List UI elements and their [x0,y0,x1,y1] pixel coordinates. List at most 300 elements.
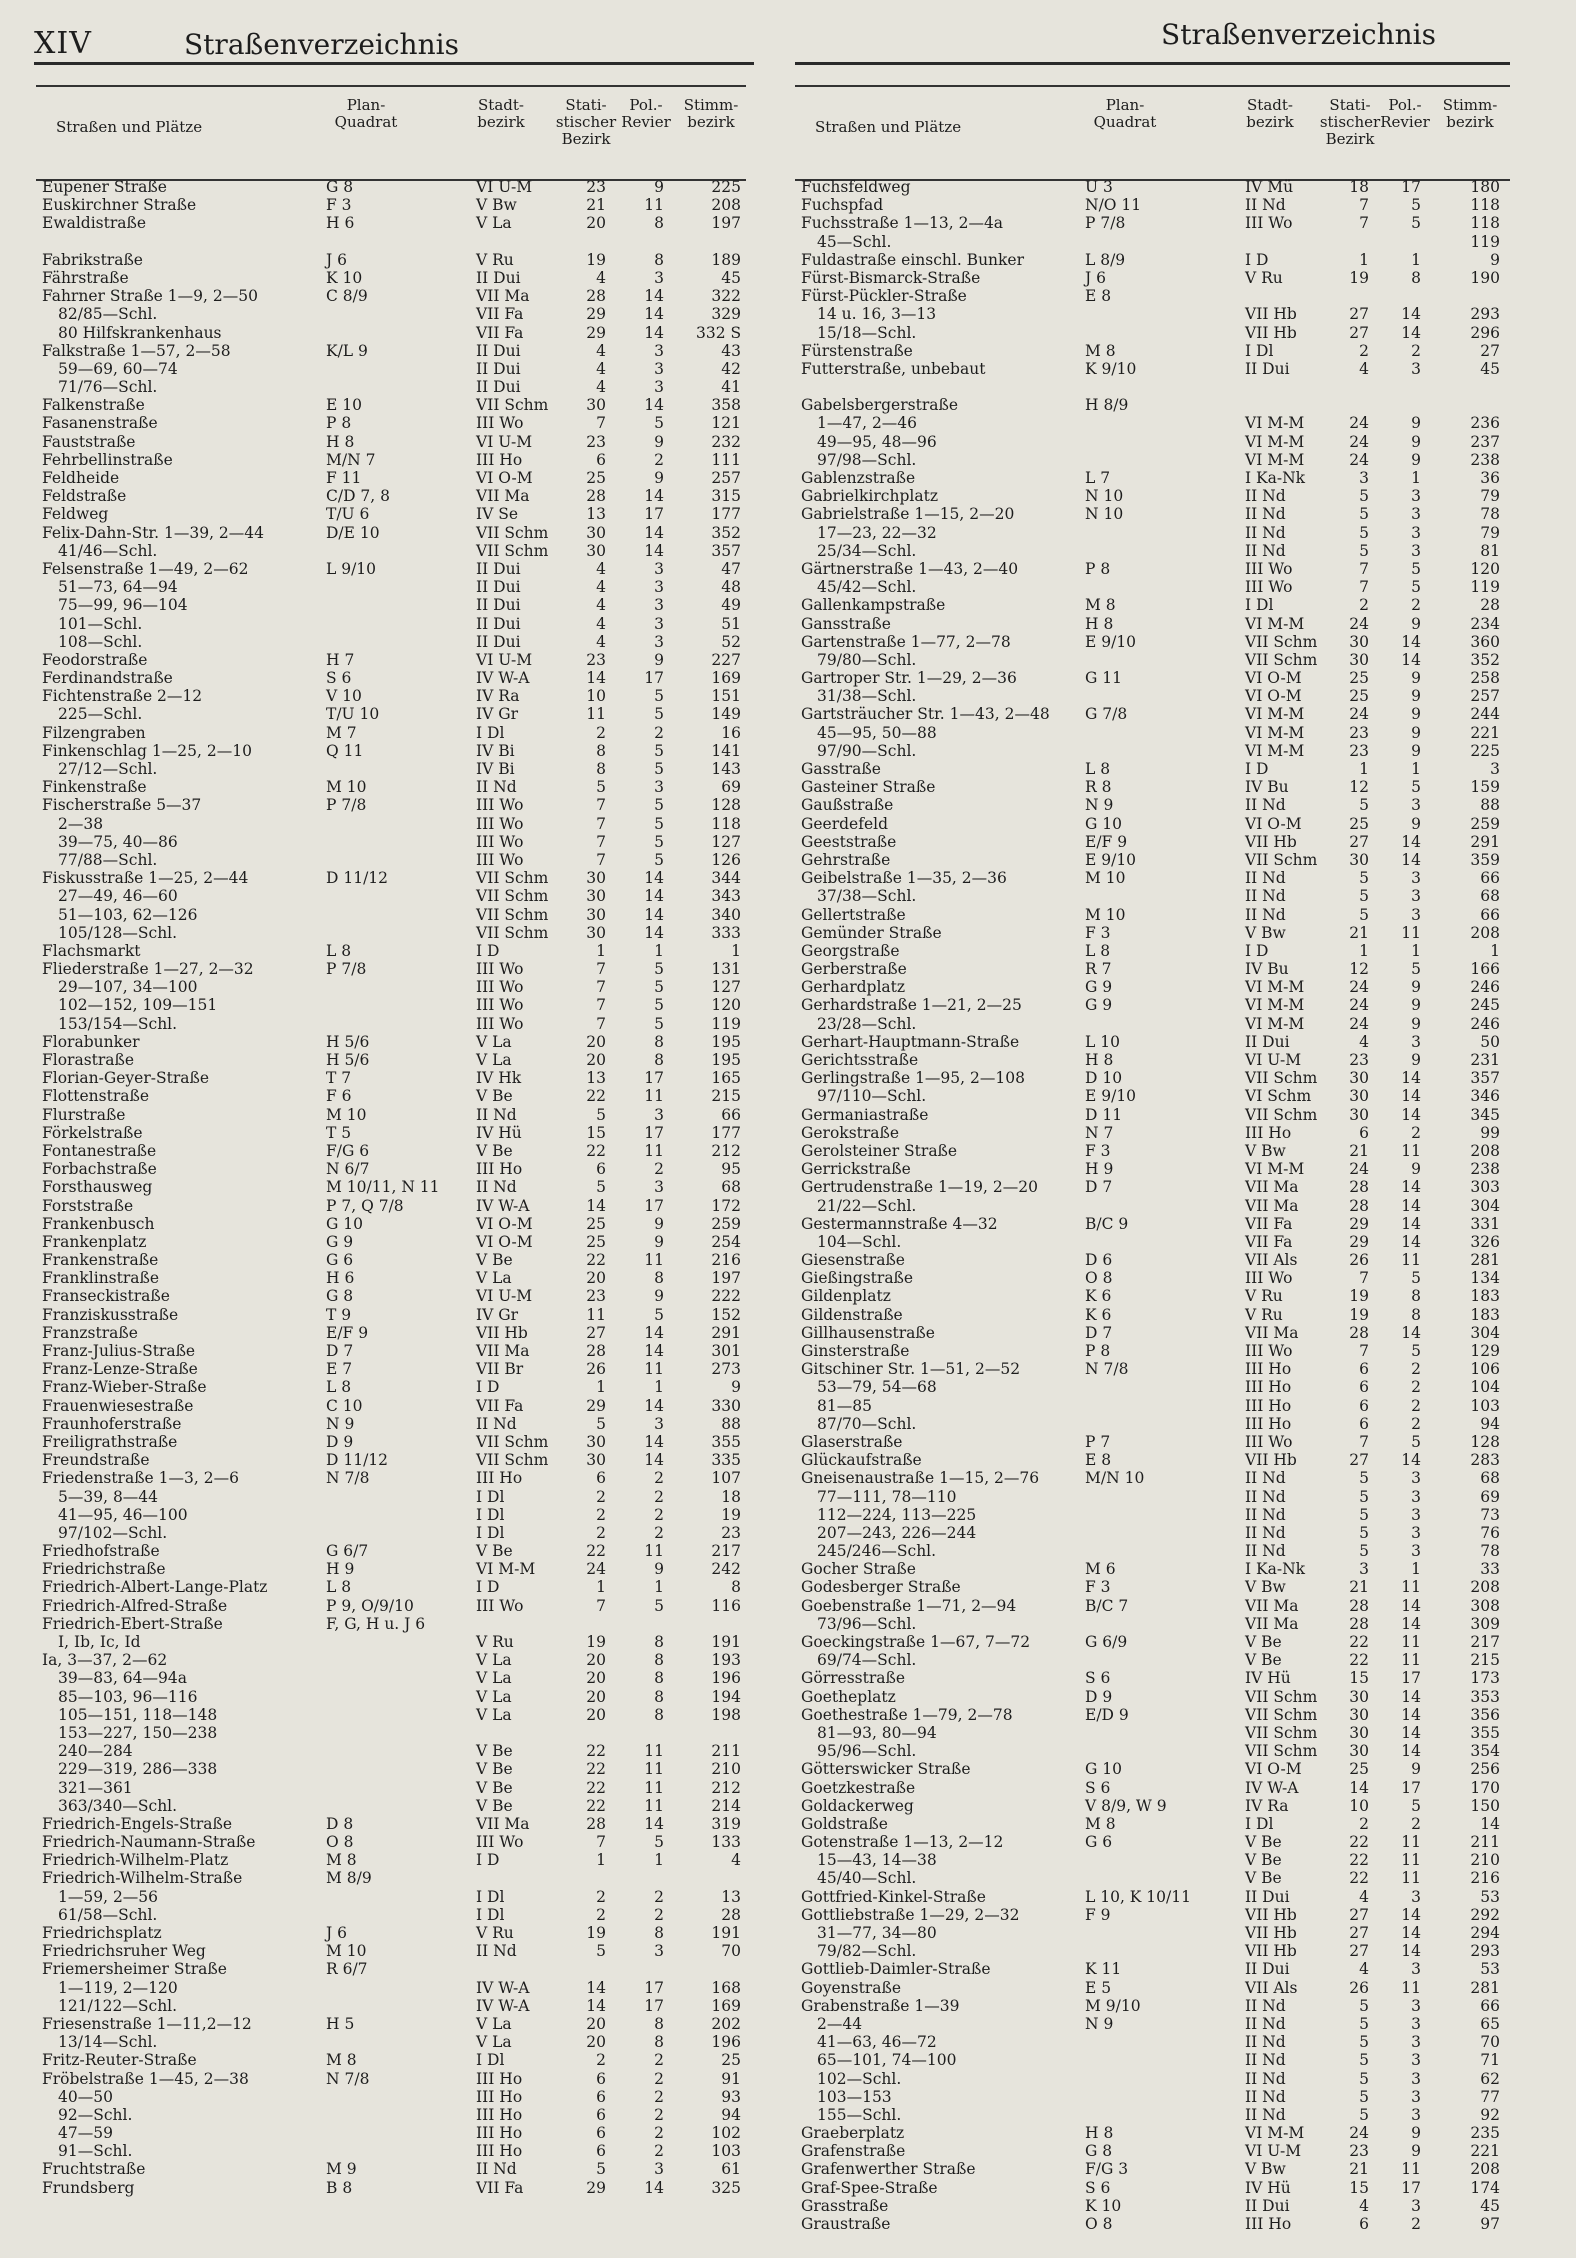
pol-revier: 9 [1411,2124,1421,2143]
stat-bezirk: 20 [586,1651,606,1670]
pol-revier: 5 [654,814,664,833]
stat-bezirk: 5 [1359,2033,1369,2052]
street-name: Frundsberg [42,2178,135,2197]
pol-revier: 14 [644,1342,664,1360]
pol-revier: 2 [1411,1414,1421,1433]
stadtbezirk: VI O-M [1245,669,1302,688]
stadtbezirk: II Nd [476,778,517,797]
table-row [795,1251,1510,1269]
stimmbezirk: 197 [711,214,741,233]
street-name: 321—361 [58,1778,133,1797]
pol-revier: 14 [644,396,664,415]
pol-revier: 8 [654,2014,664,2033]
plan-quadrat: P 7/8 [326,960,367,979]
table-row [36,1433,746,1451]
street-name: 41—63, 46—72 [817,2033,937,2052]
stimmbezirk: 93 [721,2087,741,2106]
plan-quadrat: F 3 [326,196,352,215]
stimmbezirk: 345 [1470,1105,1500,1124]
stimmbezirk: 216 [1470,1869,1500,1888]
stat-bezirk: 8 [596,741,606,760]
table-row [36,796,746,814]
stat-bezirk: 7 [596,414,606,433]
pol-revier: 9 [1411,996,1421,1015]
stadtbezirk: VI M-M [1245,414,1305,433]
stimmbezirk: 16 [721,723,741,742]
stat-bezirk: 24 [1349,1160,1369,1179]
pol-revier: 2 [1411,2215,1421,2233]
street-name: Graf-Spee-Straße [801,2178,938,2197]
table-row [795,560,1510,578]
stat-bezirk: 27 [1349,305,1369,324]
table-row [795,1979,1510,1997]
col-header-plan: Plan- Quadrat [334,96,398,131]
pol-revier: 11 [1401,1578,1421,1597]
stimmbezirk: 99 [1480,1123,1500,1142]
stadtbezirk: IV Bi [476,760,515,778]
col-header-stat-right: Stati- stischer Bezirk [1319,96,1381,148]
stadtbezirk: III Wo [1245,1269,1293,1288]
table-row [36,851,746,869]
stadtbezirk: VI U-M [1245,2142,1302,2161]
pol-revier: 8 [1411,1305,1421,1324]
plan-quadrat: P 8 [1085,1342,1111,1360]
street-name: 13/14—Schl. [58,2033,158,2052]
table-row [795,724,1510,742]
pol-revier: 9 [1411,1760,1421,1779]
stimmbezirk: 354 [1470,1742,1500,1761]
stimmbezirk: 45 [1480,2196,1500,2215]
street-name: 153/154—Schl. [58,1014,178,1033]
street-name: Finkenschlag 1—25, 2—10 [42,741,252,760]
street-name: Filzengraben [42,723,146,742]
pol-revier: 3 [1411,1505,1421,1524]
stimmbezirk: 335 [711,1451,741,1470]
street-name: Fuchsfeldweg [801,178,911,196]
stadtbezirk: VII Schm [476,887,549,906]
stat-bezirk: 27 [1349,1924,1369,1942]
stimmbezirk: 42 [721,359,741,378]
street-name: Franziskusstraße [42,1305,179,1324]
street-name: Ia, 3—37, 2—62 [42,1651,168,1670]
stimmbezirk: 359 [1470,850,1500,869]
table-row [36,1269,746,1287]
stat-bezirk: 1 [1359,941,1369,960]
stadtbezirk: VII Ma [476,1342,530,1360]
stadtbezirk: II Nd [1245,2069,1286,2088]
pol-revier: 14 [1401,1705,1421,1724]
table-row [795,1542,1510,1560]
pol-revier: 8 [654,1924,664,1942]
table-row [36,887,746,905]
stat-bezirk: 14 [586,669,606,688]
table-row [795,815,1510,833]
stat-bezirk: 10 [586,687,606,706]
stimmbezirk: 172 [711,1196,741,1215]
stat-bezirk: 4 [596,596,606,615]
street-name: Frankenstraße [42,1251,159,1270]
table-row [795,414,1510,432]
stimmbezirk: 3 [1490,760,1500,778]
stat-bezirk: 28 [1349,1596,1369,1615]
street-name: 105/128—Schl. [58,923,178,942]
stadtbezirk: VII Schm [476,541,549,560]
stat-bezirk: 30 [586,541,606,560]
plan-quadrat: G 10 [1085,814,1123,833]
stat-bezirk: 7 [596,796,606,815]
stat-bezirk: 5 [1359,887,1369,906]
table-row [795,1960,1510,1978]
stat-bezirk: 10 [1349,1796,1369,1815]
stadtbezirk: I Ka-Nk [1245,469,1306,487]
table-row [795,1706,1510,1724]
stimmbezirk: 238 [1470,450,1500,469]
stimmbezirk: 45 [721,268,741,287]
street-name: 45/40—Schl. [817,1869,917,1888]
table-row [795,1342,1510,1360]
street-name: Gertrudenstraße 1—19, 2—20 [801,1178,1038,1197]
stimmbezirk: 222 [711,1287,741,1306]
table-row [36,524,746,542]
table-row [795,2015,1510,2033]
stat-bezirk: 18 [1349,178,1369,196]
stat-bezirk: 12 [1349,778,1369,797]
pol-revier: 9 [1411,614,1421,633]
stat-bezirk: 30 [586,869,606,888]
table-row [36,978,746,996]
table-row [795,1633,1510,1651]
stadtbezirk: II Nd [1245,1523,1286,1542]
stadtbezirk: VI M-M [1245,723,1305,742]
street-name: Friedrich-Ebert-Straße [42,1614,223,1633]
pol-revier: 5 [654,741,664,760]
street-name: Gasstraße [801,760,881,778]
plan-quadrat: E 8 [1085,1451,1112,1470]
street-name: Ewaldistraße [42,214,147,233]
table-row [36,1760,746,1778]
stimmbezirk: 319 [711,1814,741,1833]
plan-quadrat: N 9 [326,1414,355,1433]
table-row [36,1233,746,1251]
pol-revier: 2 [654,2087,664,2106]
stadtbezirk: VI M-M [1245,996,1305,1015]
street-name: Fürst-Bismarck-Straße [801,268,981,287]
stadtbezirk: V Be [1245,1633,1282,1651]
table-row [36,287,746,305]
stimmbezirk: 308 [1470,1596,1500,1615]
table-row [36,2124,746,2142]
pol-revier: 14 [1401,832,1421,851]
pol-revier: 5 [654,1305,664,1324]
street-name: Gabrielkirchplatz [801,487,938,506]
stat-bezirk: 22 [1349,1651,1369,1670]
table-row [795,651,1510,669]
stadtbezirk: V Be [476,1796,513,1815]
stadtbezirk: VI U-M [476,1287,533,1306]
table-row [36,1706,746,1724]
table-row [36,705,746,723]
pol-revier: 1 [1411,469,1421,487]
table-row [795,1851,1510,1869]
street-name: Feldweg [42,505,109,524]
street-name: Gießingstraße [801,1269,914,1288]
table-row [795,2033,1510,2051]
stat-bezirk: 5 [1359,1469,1369,1488]
stimmbezirk: 189 [711,250,741,269]
street-name: Gartsträucher Str. 1—43, 2—48 [801,705,1050,724]
street-name: Friedrich-Naumann-Straße [42,1833,256,1852]
table-row [36,669,746,687]
stat-bezirk: 28 [586,487,606,506]
street-name: Friedhofstraße [42,1542,160,1561]
stadtbezirk: III Wo [476,414,524,433]
stimmbezirk: 227 [711,650,741,669]
street-name: Georgstraße [801,941,900,960]
street-name: 14 u. 16, 3—13 [817,305,937,324]
table-row [36,2051,746,2069]
stat-bezirk: 1 [596,1378,606,1397]
stat-bezirk: 4 [596,341,606,360]
table-row [795,1215,1510,1233]
table-row [36,1979,746,1997]
table-row [795,1178,1510,1196]
table-row [795,1779,1510,1797]
stimmbezirk: 23 [721,1523,741,1542]
table-row [795,851,1510,869]
pol-revier: 14 [644,523,664,542]
street-name: Friedrichsplatz [42,1924,162,1942]
stat-bezirk: 15 [1349,1669,1369,1688]
street-name: 240—284 [58,1742,133,1761]
stimmbezirk: 211 [1470,1833,1500,1852]
table-row [36,578,746,596]
stimmbezirk: 70 [1480,2033,1500,2052]
table-row [36,1597,746,1615]
table-row [36,1142,746,1160]
table-row [795,196,1510,214]
stat-bezirk: 4 [1359,1887,1369,1906]
stadtbezirk: I D [476,1378,500,1397]
stadtbezirk: VII Als [1245,1978,1298,1997]
street-name: 21/22—Schl. [817,1196,917,1215]
street-name: 69/74—Schl. [817,1651,917,1670]
stadtbezirk: VII Schm [1245,1723,1318,1742]
pol-revier: 5 [654,705,664,724]
stadtbezirk: V Be [476,1141,513,1160]
plan-quadrat: L 10, K 10/11 [1085,1887,1191,1906]
pol-revier: 11 [1401,1833,1421,1852]
pol-revier: 17 [1401,2178,1421,2197]
stadtbezirk: V La [476,1705,512,1724]
stadtbezirk: III Wo [476,850,524,869]
pol-revier: 9 [1411,723,1421,742]
street-name: Fürstenstraße [801,341,913,360]
stadtbezirk: VI U-M [476,650,533,669]
table-row [795,1906,1510,1924]
table-row [36,815,746,833]
stat-bezirk: 6 [1359,2215,1369,2233]
plan-quadrat: N 10 [1085,487,1124,506]
stat-bezirk: 2 [1359,341,1369,360]
stimmbezirk: 78 [1480,1542,1500,1561]
stadtbezirk: III Ho [476,2105,523,2124]
table-row [36,633,746,651]
plan-quadrat: E 9/10 [1085,850,1137,869]
table-row [36,1197,746,1215]
pol-revier: 3 [654,359,664,378]
stat-bezirk: 30 [586,923,606,942]
table-row [795,251,1510,269]
stat-bezirk: 6 [596,2142,606,2161]
plan-quadrat: K/L 9 [326,341,368,360]
table-row [795,324,1510,342]
stat-bezirk: 14 [586,1996,606,2015]
plan-quadrat: F 3 [1085,923,1111,942]
stimmbezirk: 303 [1470,1178,1500,1197]
plan-quadrat: F, G, H u. J 6 [326,1614,426,1633]
street-name: Gerhardstraße 1—21, 2—25 [801,996,1022,1015]
plan-quadrat: K 9/10 [1085,359,1137,378]
stimmbezirk: 355 [1470,1723,1500,1742]
stimmbezirk: 50 [1480,1032,1500,1051]
stimmbezirk: 78 [1480,505,1500,524]
table-row [795,178,1510,196]
street-name: 82/85—Schl. [58,305,158,324]
stadtbezirk: IV Ra [476,687,520,706]
plan-quadrat: E 9/10 [1085,1087,1137,1106]
stimmbezirk: 315 [711,487,741,506]
stat-bezirk: 30 [1349,1087,1369,1106]
stat-bezirk: 28 [1349,1614,1369,1633]
street-name: 207—243, 226—244 [817,1523,977,1542]
stimmbezirk: 212 [711,1778,741,1797]
street-name: Graustraße [801,2215,891,2233]
street-name: Florian-Geyer-Straße [42,1069,210,1088]
stat-bezirk: 1 [1359,760,1369,778]
table-row [795,1578,1510,1596]
stimmbezirk: 127 [711,978,741,997]
street-name: 97/102—Schl. [58,1523,168,1542]
stimmbezirk: 235 [1470,2124,1500,2143]
col-header-stat: Stati- stischer Bezirk [555,96,617,148]
stat-bezirk: 5 [1359,541,1369,560]
pol-revier: 3 [1411,2196,1421,2215]
street-name: Fuchsstraße 1—13, 2—4a [801,214,1004,233]
stat-bezirk: 23 [586,650,606,669]
pol-revier: 3 [654,1105,664,1124]
stimmbezirk: 238 [1470,1160,1500,1179]
stadtbezirk: II Dui [1245,1960,1290,1979]
pol-revier: 5 [654,796,664,815]
street-name: 27—49, 46—60 [58,887,178,906]
stimmbezirk: 234 [1470,614,1500,633]
stadtbezirk: III Wo [476,960,524,979]
table-row [795,1397,1510,1415]
stadtbezirk: II Dui [476,614,521,633]
plan-quadrat: P 7 [1085,1432,1111,1451]
pol-revier: 9 [1411,669,1421,688]
street-name: Gerichtsstraße [801,1051,919,1069]
pol-revier: 14 [1401,632,1421,651]
stadtbezirk: II Dui [476,341,521,360]
stat-bezirk: 19 [1349,1287,1369,1306]
stimmbezirk: 309 [1470,1614,1500,1633]
table-row [36,1542,746,1560]
table-row [36,1578,746,1596]
stadtbezirk: IV W-A [476,1996,530,2015]
street-name: 45/42—Schl. [817,578,917,597]
stimmbezirk: 210 [711,1760,741,1779]
street-name: Gocher Straße [801,1560,916,1579]
table-row [36,433,746,451]
street-name: Friesenstraße 1—11,2—12 [42,2014,252,2033]
pol-revier: 14 [1401,1178,1421,1197]
stadtbezirk: II Dui [476,596,521,615]
stadtbezirk: V Ru [476,250,514,269]
table-row [36,1560,746,1578]
stadtbezirk: V Bw [476,196,517,215]
stimmbezirk: 18 [721,1487,741,1506]
stat-bezirk: 1 [596,1578,606,1597]
stadtbezirk: III Ho [1245,1123,1292,1142]
stat-bezirk: 1 [1359,250,1369,269]
pol-revier: 11 [644,1796,664,1815]
stimmbezirk: 128 [1470,1432,1500,1451]
pol-revier: 1 [1411,1560,1421,1579]
stat-bezirk: 14 [1349,1778,1369,1797]
stadtbezirk: II Nd [476,1178,517,1197]
pol-revier: 9 [1411,978,1421,997]
plan-quadrat: L 8 [326,1378,352,1397]
plan-quadrat: D 9 [1085,1687,1113,1706]
stimmbezirk: 296 [1470,323,1500,342]
pol-revier: 2 [1411,1123,1421,1142]
stimmbezirk: 173 [1470,1669,1500,1688]
plan-quadrat: L 8/9 [1085,250,1126,269]
plan-quadrat: D 10 [1085,1069,1123,1088]
stat-bezirk: 22 [1349,1633,1369,1651]
street-name: Grabenstraße 1—39 [801,1996,960,2015]
pol-revier: 14 [644,1396,664,1415]
pol-revier: 5 [654,832,664,851]
table-row [795,1469,1510,1487]
plan-quadrat: F/G 6 [326,1141,370,1160]
stat-bezirk: 12 [1349,960,1369,979]
pol-revier: 2 [654,723,664,742]
stadtbezirk: II Nd [1245,2051,1286,2070]
stimmbezirk: 291 [1470,832,1500,851]
street-name: 71/76—Schl. [58,378,158,397]
table-row [795,996,1510,1014]
stimmbezirk: 358 [711,396,741,415]
stat-bezirk: 30 [586,905,606,924]
stimmbezirk: 177 [711,1123,741,1142]
stat-bezirk: 4 [1359,2196,1369,2215]
pol-revier: 14 [644,1323,664,1342]
plan-quadrat: P 7/8 [1085,214,1126,233]
left-rows [36,178,746,2197]
stat-bezirk: 26 [1349,1978,1369,1997]
stimmbezirk: 333 [711,923,741,942]
stadtbezirk: V Bw [1245,1141,1286,1160]
stimmbezirk: 65 [1480,2014,1500,2033]
pol-revier: 3 [654,596,664,615]
pol-revier: 3 [654,1178,664,1197]
stadtbezirk: VI O-M [1245,1760,1302,1779]
stimmbezirk: 170 [1470,1778,1500,1797]
stadtbezirk: VII Br [476,1360,524,1379]
table-row [36,1688,746,1706]
